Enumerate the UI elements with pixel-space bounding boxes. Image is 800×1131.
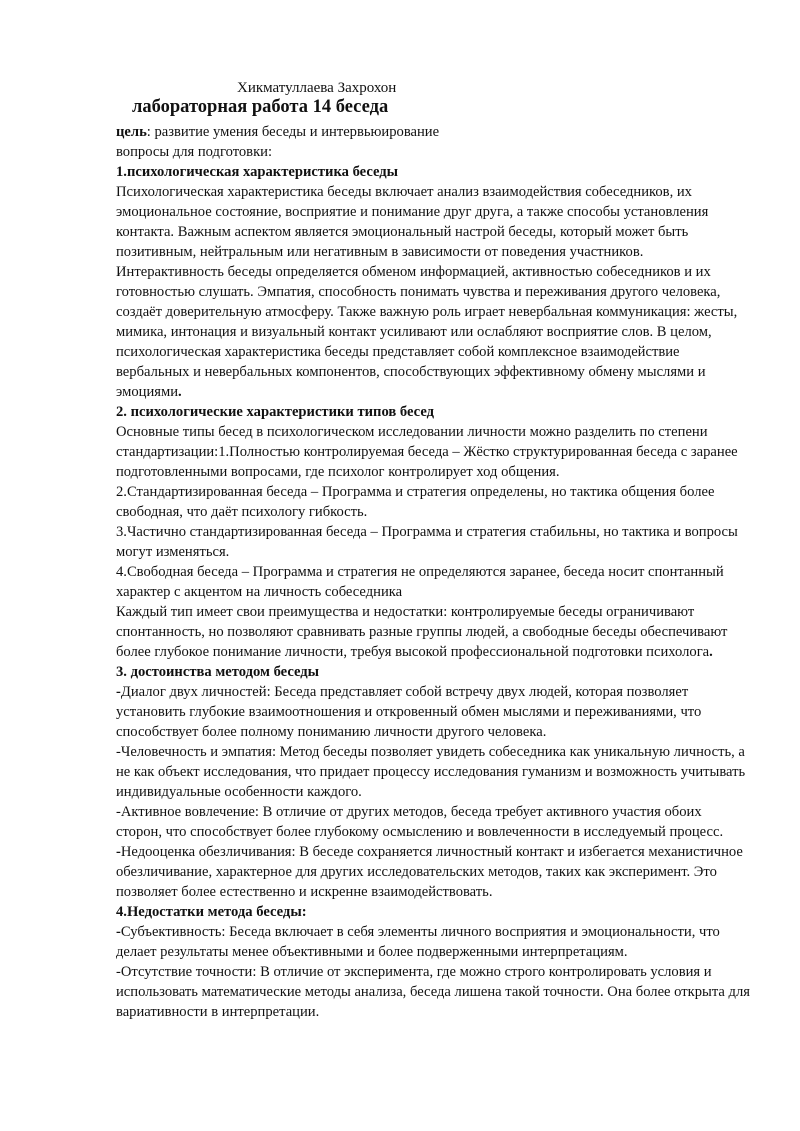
item-text: Недооценка обезличивания: В беседе сохраняется личностный контакт и избегается механистичное обезличивание, характерное для других исследовательских методов, таких как эксперимент. Это позволяет более естественно и искренне взаимодействовать. — [116, 844, 743, 900]
goal-line — [116, 122, 750, 142]
section-2-item: 3.Частично стандартизированная беседа – Программа и стратегия стабильны, но тактика и вопросы могут изменяться. — [116, 524, 738, 560]
item-text: Отсутствие точности: В отличие от эксперимента, где можно строго контролировать условия и использовать математические методы анализа, беседа лишена такой точности. Она более открыта для вариативности в интерпретации. — [116, 964, 750, 1020]
item-dash: - — [116, 964, 121, 980]
item-dash: - — [116, 684, 121, 700]
section-3-heading: 3. достоинства методом беседы — [116, 664, 320, 680]
document-body — [116, 122, 750, 1022]
section-2-summary-text: Каждый тип имеет свои преимущества и недостатки: контролируемые беседы ограничивают спонтанность, но позволяют сравнивать разные группы людей, а свободные беседы обеспечивают более глубокое понимание личности, требуя высокой профессиональной подготовки психолога — [116, 604, 728, 660]
document-title: лабораторная работа 14 беседа — [132, 97, 389, 117]
item-text: Субъективность: Беседа включает в себя элементы личного восприятия и эмоциональности, что делает результаты менее объективными и более подверженными интерпретациям. — [116, 924, 720, 960]
section-2-item: 4.Свободная беседа – Программа и стратегия не определяются заранее, беседа носит спонтанный характер с акцентом на личность собеседника — [116, 564, 724, 600]
item-dash: - — [116, 924, 121, 940]
section-2-item: Основные типы бесед в психологическом исследовании личности можно разделить по степени стандартизации:1.Полностью контролируемая беседа – Жёстко структурированная беседа с заранее подготовленными вопросами, где психолог контролирует ход общения. — [116, 424, 738, 480]
section-4-item — [116, 962, 750, 1022]
section-2-summary — [116, 602, 750, 662]
prep-questions: вопросы для подготовки: — [116, 144, 273, 160]
goal-text: : развитие умения беседы и интервьюирование — [146, 124, 440, 140]
section-1-heading: 1.психологическая характеристика беседы — [116, 164, 399, 180]
item-text: Диалог двух личностей: Беседа представляет собой встречу двух людей, которая позволяет установить глубокие взаимоотношения и откровенный обмен мыслями и переживаниями, что способствует более полному пониманию личности другого человека. — [116, 684, 702, 740]
section-1-end-mark: . — [178, 384, 182, 400]
goal-label: цель — [116, 124, 147, 140]
section-1-text: Психологическая характеристика беседы включает анализ взаимодействия собеседников, их эмоциональное состояние, восприятие и понимание друг друга, а также способы установления контакта. Важным аспектом является эмоциональный настрой беседы, который может быть позитивным, нейтральным или негативным в зависимости от поведения участников. Интерактивность беседы определяется обменом информацией, активностью собеседников и их готовностью слушать. Эмпатия, способность понимать чувства и переживания другого человека, создаёт доверительную атмосферу. Также важную роль играет невербальная коммуникация: жесты, мимика, интонация и визуальный контакт усиливают или ослабляют восприятие слов. В целом, психологическая характеристика беседы представляет собой комплексное взаимодействие вербальных и невербальных компонентов, способствующих эффективному обмену мыслями и эмоциями — [116, 184, 738, 400]
section-3-item — [116, 802, 750, 842]
section-2-item: 2.Стандартизированная беседа – Программа и стратегия определены, но тактика общения более свободная, что даёт психологу гибкость. — [116, 484, 715, 520]
item-dash: - — [116, 744, 121, 760]
section-4-heading: 4.Недостатки метода беседы: — [116, 904, 307, 920]
section-1-paragraph — [116, 182, 750, 402]
section-2-heading: 2. психологические характеристики типов бесед — [116, 404, 435, 420]
section-3-item — [116, 682, 750, 742]
section-3-item — [116, 742, 750, 802]
item-dash: - — [116, 804, 121, 820]
item-text: Человечность и эмпатия: Метод беседы позволяет увидеть собеседника как уникальную личность, а не как объект исследования, что придает процессу исследования гуманизм и возможность учитывать индивидуальные особенности каждого. — [116, 744, 746, 800]
section-4-item — [116, 922, 750, 962]
item-dash: - — [116, 844, 121, 860]
author-name: Хикматуллаева Захрохон — [237, 80, 397, 96]
section-3-item — [116, 842, 750, 902]
item-text: Активное вовлечение: В отличие от других методов, беседа требует активного участия обоих сторон, что способствует более глубокому осмыслению и вовлеченности в исследуемый процесс. — [116, 804, 724, 840]
section-2-end-mark: . — [709, 644, 713, 660]
